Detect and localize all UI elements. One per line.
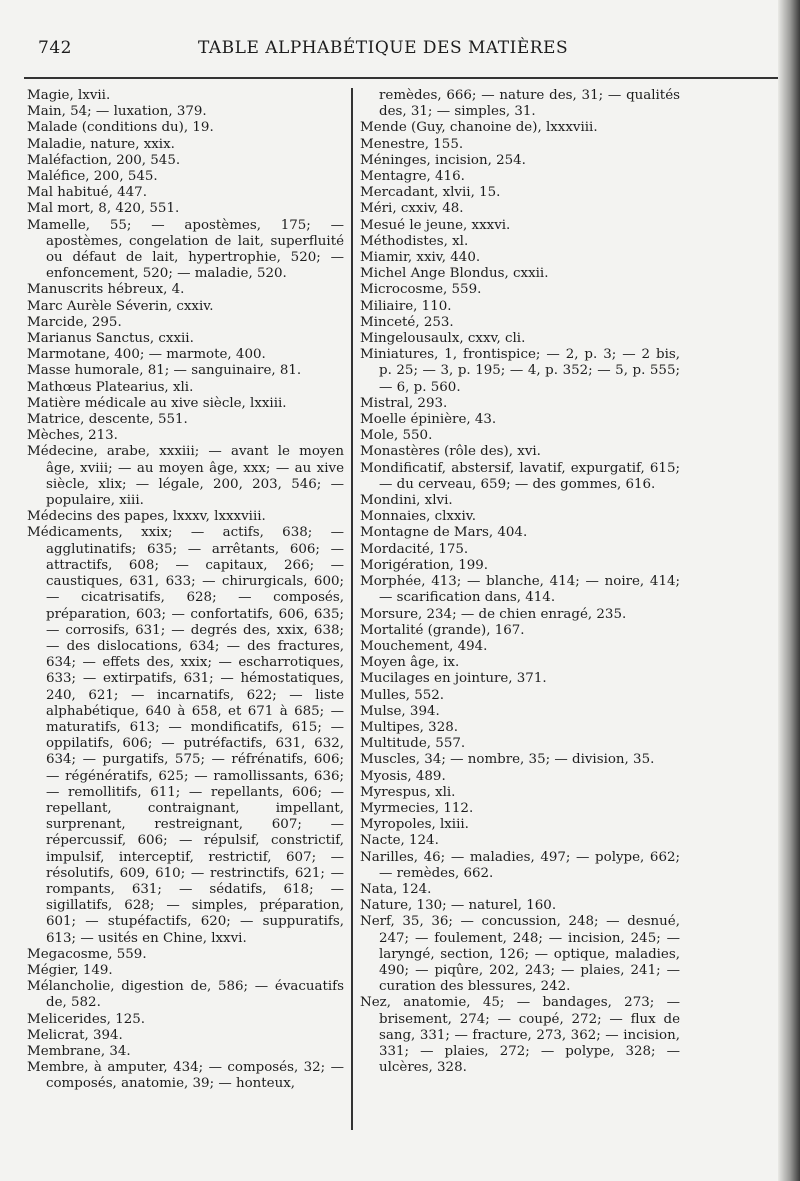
index-entry	[360, 704, 680, 720]
index-entry	[360, 995, 680, 1076]
index-entry-references: 35, 36; — concussion, 248; — desnué, 247; — foulement, 248; — incision, 245; — laryngé, section, 126; — optique, maladies, 490; — piqûre, 202, 243; — plaies, 241; — curation des blessures, 242.	[379, 914, 680, 995]
index-entry	[360, 185, 680, 201]
index-entry-term: Mende (Guy, chanoine de),	[360, 120, 542, 136]
index-entry-term: Minceté,	[360, 314, 420, 330]
index-entry-term: Muscles,	[360, 752, 421, 768]
index-entry-term: Megacosme,	[27, 946, 113, 962]
index-entry-references: 124.	[404, 833, 439, 849]
index-entry-term: Malade	[27, 120, 78, 136]
index-entry-references: 494.	[453, 638, 488, 654]
index-entry-term: Mélancholie,	[27, 979, 115, 995]
index-entry-references: 130; — naturel, 160.	[412, 898, 557, 914]
index-entry	[360, 461, 680, 493]
index-entry-term: Menestre,	[360, 136, 430, 152]
page-header	[38, 38, 778, 62]
index-entry	[27, 428, 344, 444]
index-entry	[360, 769, 680, 785]
index-entry-term: Matière médicale au	[27, 395, 167, 411]
index-entry	[360, 542, 680, 558]
index-entry	[360, 509, 680, 525]
index-entry-references: arabe, xxxiii; — avant le moyen âge, xviii; — au moyen âge, xxx; — au xive siècle, xlix; — légale, 200, 203, 546; — populaire, xiii.	[46, 444, 344, 509]
index-entry-references: 295.	[87, 314, 122, 330]
index-entry	[27, 963, 344, 979]
index-entry-term: Myrmecies,	[360, 800, 440, 816]
index-entry	[27, 120, 344, 136]
index-entry-term: Mèches,	[27, 428, 84, 444]
index-entry-term: Morphée,	[360, 574, 426, 590]
index-entry-term: Monastères	[360, 444, 440, 460]
index-entry	[360, 315, 680, 331]
index-entry	[360, 153, 680, 169]
index-entry-term: Mulles,	[360, 687, 410, 703]
index-entry-references: xxiv, 440.	[412, 250, 481, 266]
index-entry-term: Michel Ange Blondus,	[360, 266, 509, 282]
index-entry-term: Melicerides,	[27, 1011, 111, 1027]
index-entry	[27, 218, 344, 283]
page-title: TABLE ALPHABÉTIQUE DES MATIÈRES	[198, 38, 569, 58]
index-entry	[360, 688, 680, 704]
index-entry-references: xli.	[168, 379, 194, 395]
index-entry-references: à amputer, 434; — composés, 32; — composés, anatomie, 39; — honteux,	[46, 1060, 344, 1092]
index-entry-term: Mortalité	[360, 622, 424, 638]
index-entry	[360, 428, 680, 444]
index-entry-term: Médecins des papes,	[27, 509, 169, 525]
index-entry	[27, 331, 344, 347]
index-entry-term: Moyen âge,	[360, 655, 439, 671]
index-entry	[360, 299, 680, 315]
index-entry-term: Mole,	[360, 428, 399, 444]
index-entry	[360, 558, 680, 574]
index-entry-references: xl.	[447, 233, 469, 249]
index-entry-references: 293.	[413, 395, 448, 411]
index-entry-term: Mingelousaulx,	[360, 331, 464, 347]
index-entry	[27, 153, 344, 169]
index-entry	[360, 525, 680, 541]
index-entry-term: Marcide,	[27, 314, 88, 330]
index-entry	[360, 347, 680, 396]
index-entry	[360, 785, 680, 801]
page-edge-shadow	[778, 0, 800, 1181]
index-entry-references: lxxxv, lxxxviii.	[168, 509, 266, 525]
index-entry-references: lxvii.	[73, 88, 111, 103]
index-entry-term: Méninges,	[360, 152, 431, 168]
index-entry-references: cxxii.	[508, 266, 549, 282]
index-entry	[360, 331, 680, 347]
index-entry	[27, 947, 344, 963]
index-entry	[27, 315, 344, 331]
index-entry-references: xxix; — actifs, 638; — agglutinatifs; 635; — arrêtants, 606; — attractifs, 608; — capitaux, 266; — caustiques, 631, 633; — chirurgicals, 600; — cicatrisatifs, 628; — composés, préparation, 603; — confortatifs, 606, 635; — corrosifs, 631; — degrés des, xxix, 638; — des dislocations, 634; — des fractures, 634; — effets des, xxix; — escharrotiques, 633; — extirpatifs, 631; — hémostatiques, 240, 621; — incarnatifs, 622; — liste alphabétique, 640 à 658, et 671 à 685; — maturatifs, 613; — mondificatifs, 615; — oppilatifs, 606; — putréfactifs, 631, 632, 634; — purgatifs, 575; — réfrénatifs, 606; — régénératifs, 625; — ramollissants, 636; — remollitifs, 611; — repellants, 606; — repellant, contraignant, impellant, surprenant, restreignant, 607; — répercussif, 606; — répulsif, constrictif, impulsif, interceptif, restrictif, 607; — résolutifs, 609, 610; — restrinctifs, 621; — rompants, 631; — sédatifs, 618; — sigillatifs, 628; — simples, préparation, 601; — stupéfactifs, 620; — suppuratifs, 613; — usités en Chine, lxxvi.	[46, 525, 344, 946]
index-entry-references: 175.	[434, 541, 469, 557]
index-entry-references: 328.	[423, 719, 458, 735]
index-entry	[360, 850, 680, 882]
index-entry-term: Multitude,	[360, 736, 432, 752]
index-entry-references: lxxxviii.	[541, 120, 598, 136]
page-number: 742	[38, 38, 72, 58]
index-entry-term: Morsure,	[360, 606, 423, 622]
index-entry-term: Masse	[27, 363, 71, 379]
index-entry-references: cxxii.	[154, 331, 194, 347]
column-divider	[351, 88, 353, 1130]
index-entry-references: 124.	[397, 881, 432, 897]
index-entry-references: 394.	[405, 703, 440, 719]
index-entry	[360, 671, 680, 687]
index-entry	[27, 88, 344, 104]
index-entry-references: 125.	[110, 1011, 146, 1027]
index-entry	[27, 169, 344, 185]
index-entry	[27, 347, 344, 363]
index-entry-term: Miamir,	[360, 250, 413, 266]
index-entry-term: Magie,	[27, 88, 74, 103]
index-entry-references: incision, 254.	[430, 152, 526, 168]
index-entry-references: lxiii.	[435, 817, 469, 833]
index-entry-term: Narilles,	[360, 849, 419, 865]
index-entry	[360, 250, 680, 266]
index-entry-term: Méri,	[360, 201, 397, 217]
index-entry-references: 213.	[83, 428, 118, 444]
index-entry-term: Nerf,	[360, 914, 395, 930]
index-entry-references: 155.	[429, 136, 464, 152]
index-entry-references: humorale, 81; — sanguinaire, 81.	[70, 363, 302, 379]
index-entry-term: Monnaies,	[360, 509, 431, 525]
index-entry-term: Montagne de Mars,	[360, 525, 494, 541]
index-entry	[360, 801, 680, 817]
index-entry-references: xlvii, 15.	[438, 185, 501, 201]
index-entry-references: 200, 545.	[111, 152, 181, 168]
index-entry-term: Mégier,	[27, 962, 79, 978]
index-entry-term: Mal mort,	[27, 201, 95, 217]
index-entry-references: (rôle des), xvi.	[439, 444, 541, 460]
index-entry	[27, 412, 344, 428]
index-entry	[27, 299, 344, 315]
index-entry	[27, 396, 344, 412]
index-entry	[360, 607, 680, 623]
index-entry	[360, 234, 680, 250]
index-entry-term: Mathœus Platearius,	[27, 379, 169, 395]
index-entry-term: Mucilages	[360, 671, 430, 687]
index-entry-references: xli.	[430, 784, 456, 800]
index-entry-references: abstersif, lavatif, expurgatif, 615; — du cerveau, 659; — des gommes, 616.	[379, 460, 680, 492]
index-entry-term: Multipes,	[360, 719, 424, 735]
index-entry-term: Mal habitué,	[27, 185, 113, 201]
index-entry-references: 199.	[453, 557, 489, 573]
index-column-left	[27, 88, 344, 1093]
index-entry	[360, 655, 680, 671]
index-entry-term: Mesué le jeune,	[360, 217, 468, 233]
index-entry-references: (conditions du), 19.	[77, 120, 214, 136]
index-entry-references: xxxvi.	[467, 217, 511, 233]
index-entry-term: Nature,	[360, 898, 413, 914]
index-entry-references: 489.	[411, 768, 446, 784]
index-entry-term: Membre,	[27, 1060, 89, 1076]
index-entry-term: Mouchement,	[360, 638, 454, 654]
index-entry-references: cxxv, cli.	[463, 331, 526, 347]
index-entry	[360, 266, 680, 282]
index-entry	[27, 137, 344, 153]
index-entry-references: 4.	[167, 282, 185, 298]
index-entry-term: Melicrat,	[27, 1027, 89, 1043]
index-entry	[360, 137, 680, 153]
index-entry	[27, 525, 344, 946]
index-entry-references: 43.	[470, 412, 497, 428]
index-entry-references: anatomie, 45; — bandages, 273; — brisement, 274; — coupé, 272; — flux de sang, 331; — fracture, 273, 362; — incision, 331; — plaies, 272; — polype, 328; — ulcères, 328.	[379, 995, 680, 1076]
index-entry	[360, 201, 680, 217]
index-entry-references: 253.	[419, 314, 454, 330]
index-entry-references: en jointure, 371.	[429, 671, 547, 687]
index-entry	[27, 201, 344, 217]
index-entry	[360, 623, 680, 639]
index-entry-references: 200, 545.	[89, 169, 158, 185]
index-entry-term: Méthodistes,	[360, 233, 448, 249]
index-entry	[27, 979, 344, 1011]
index-entry	[27, 282, 344, 298]
index-entry-references: 550.	[398, 428, 433, 444]
index-entry-references: (grande), 167.	[423, 622, 525, 638]
index-entry-term: Matrice,	[27, 412, 85, 428]
index-entry	[360, 736, 680, 752]
index-entry	[360, 898, 680, 914]
index-entry-term: Miliaire,	[360, 298, 418, 314]
index-column-right	[360, 88, 680, 1076]
index-entry-references: 416.	[430, 169, 465, 185]
index-entry-references: 234; — de chien enragé, 235.	[422, 606, 627, 622]
index-entry-references: xlvi.	[420, 493, 453, 509]
index-entry-references: 55; — apostèmes, 175; — apostèmes, congelation de lait, superfluité ou défaut de lait, hypertrophie, 520; — enfoncement, 520; — maladie, 520.	[46, 217, 344, 282]
index-entry	[27, 104, 344, 120]
index-entry-term: Morigération,	[360, 557, 454, 573]
index-entry-term: Marc Aurèle Séverin,	[27, 298, 173, 314]
index-entry	[360, 574, 680, 606]
index-entry-term: Médicaments,	[27, 525, 123, 541]
index-entry-term: Mamelle,	[27, 217, 91, 233]
index-entry-term: Miniatures,	[360, 347, 439, 363]
index-entry-term: Myrespus,	[360, 784, 431, 800]
index-entry-references: digestion de, 586; — évacuatifs de, 582.	[46, 979, 344, 1011]
header-rule	[24, 77, 779, 79]
index-entry-term: Nata,	[360, 881, 398, 897]
index-entry-term: Myosis,	[360, 768, 412, 784]
index-entry	[360, 444, 680, 460]
index-entry-term: Manuscrits hébreux,	[27, 282, 168, 298]
index-entry-references: 413; — blanche, 414; — noire, 414; — scarification dans, 414.	[379, 574, 680, 606]
index-entry-references: 54; — luxation, 379.	[65, 104, 207, 120]
index-entry-references: 34.	[105, 1043, 131, 1059]
index-entry-references: 149.	[78, 962, 113, 978]
index-entry-references: descente, 551.	[84, 412, 188, 428]
index-entry-term: Maladie,	[27, 136, 86, 152]
index-entry-references: 394.	[88, 1027, 123, 1043]
index-entry	[27, 509, 344, 525]
index-entry-term: Membrane,	[27, 1043, 106, 1059]
index-entry-term: Main,	[27, 104, 66, 120]
index-entry	[27, 1012, 344, 1028]
index-entry-references: 447.	[112, 185, 147, 201]
index-entry	[360, 120, 680, 136]
index-entry	[360, 88, 680, 120]
index-entry-references: 552.	[409, 687, 445, 703]
index-entry-term: Maléfaction,	[27, 152, 112, 168]
index-entry-references: 1, frontispice; — 2, p. 3; — 2 bis, p. 25; — 3, p. 195; — 4, p. 352; — 5, p. 555; — 6, p. 560.	[379, 347, 680, 395]
index-entry-term: Moelle épinière,	[360, 412, 471, 428]
index-entry	[27, 380, 344, 396]
index-entry-term: Nacte,	[360, 833, 405, 849]
index-entry	[360, 817, 680, 833]
index-entry	[360, 720, 680, 736]
index-entry-references: 404.	[493, 525, 528, 541]
index-entry	[27, 185, 344, 201]
index-entry-term: Mondificatif,	[360, 460, 447, 476]
index-entry-term: Médecine,	[27, 444, 98, 460]
index-entry-references: 559.	[447, 282, 482, 298]
index-entry	[360, 218, 680, 234]
index-entry-term: Mistral,	[360, 395, 414, 411]
index-entry	[27, 363, 344, 379]
index-entry	[360, 833, 680, 849]
index-entry-term: Microcosme,	[360, 282, 448, 298]
index-entry-references: nature, xxix.	[86, 136, 175, 152]
index-entry-references: cxxiv, 48.	[396, 201, 464, 217]
index-entry	[360, 396, 680, 412]
index-entry-references: xive siècle, lxxiii.	[166, 395, 287, 411]
index-entry-term: Marianus Sanctus,	[27, 331, 155, 347]
index-entry-references: remèdes, 666; — nature des, 31; — qualités des, 31; — simples, 31.	[379, 88, 680, 120]
index-entry-term: Mondini,	[360, 493, 421, 509]
index-entry	[360, 882, 680, 898]
index-entry-references: ix.	[438, 655, 460, 671]
index-entry	[360, 493, 680, 509]
index-entry-term: Maléfice,	[27, 169, 90, 185]
index-entry-references: 110.	[417, 298, 452, 314]
index-entry-term: Marmotane,	[27, 347, 111, 363]
index-entry-term: Mercadant,	[360, 185, 439, 201]
index-entry-references: 34; — nombre, 35; — division, 35.	[420, 752, 655, 768]
index-entry	[360, 282, 680, 298]
index-entry-term: Myropoles,	[360, 817, 436, 833]
index-entry-references: clxxiv.	[430, 509, 477, 525]
index-entry	[360, 639, 680, 655]
index-entry	[27, 1044, 344, 1060]
index-entry-references: 559.	[112, 946, 147, 962]
index-entry-term: Mordacité,	[360, 541, 435, 557]
index-entry-term: Mentagre,	[360, 169, 431, 185]
index-entry	[27, 444, 344, 509]
index-entry-references: 112.	[439, 800, 474, 816]
index-entry-references: 8, 420, 551.	[94, 201, 180, 217]
index-entry-term: Nez,	[360, 995, 391, 1011]
index-entry-references: cxxiv.	[172, 298, 214, 314]
index-entry-references: 46; — maladies, 497; — polype, 662; — remèdes, 662.	[379, 849, 680, 881]
index-entry	[360, 169, 680, 185]
index-entry-term: Mulse,	[360, 703, 406, 719]
index-entry-references: 400; — marmote, 400.	[110, 347, 266, 363]
index-entry	[27, 1060, 344, 1092]
index-entry	[360, 412, 680, 428]
index-entry	[360, 914, 680, 995]
index-entry-references: 557.	[431, 736, 466, 752]
index-entry	[360, 752, 680, 768]
index-entry	[27, 1028, 344, 1044]
